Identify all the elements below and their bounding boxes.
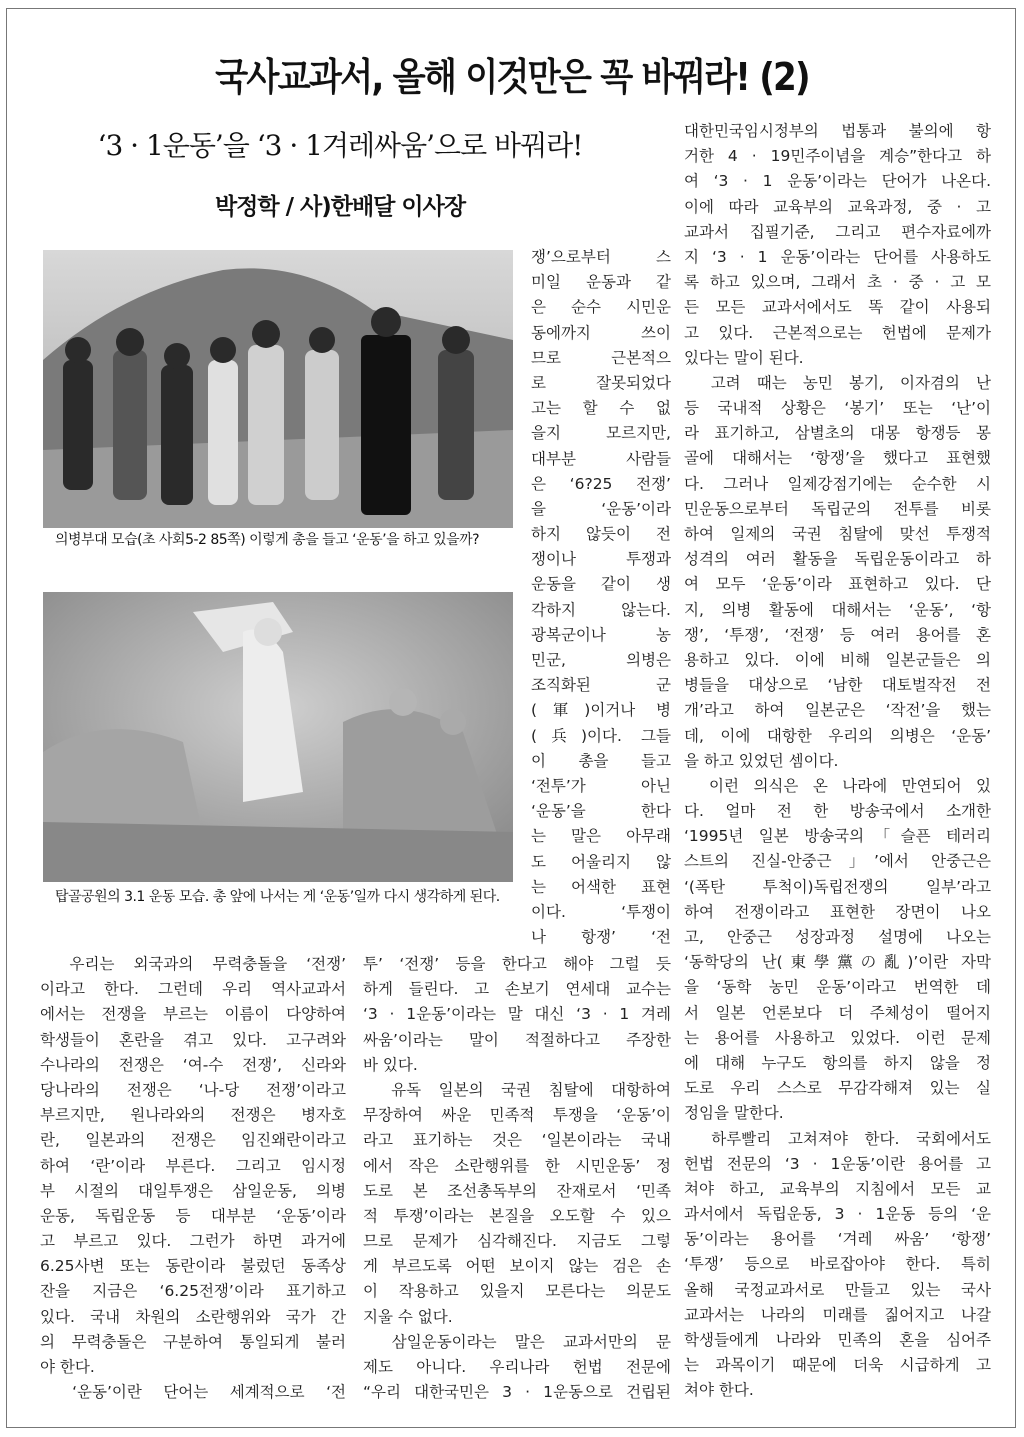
column-left bbox=[40, 952, 346, 1405]
text-line: 다. 그러나 일제강점기에는 순수한 시 bbox=[684, 474, 991, 493]
text-line: 부르지만, 원나라와의 전쟁은 병자호 bbox=[40, 1106, 346, 1125]
text-line: 을 ‘운동’이라 bbox=[531, 499, 671, 518]
text-line: 학생들에게 나라와 민족의 혼을 심어주 bbox=[684, 1331, 991, 1349]
text-line: 정임을 말한다. bbox=[684, 1104, 784, 1123]
text-line: 쳐야 하고, 교육부의 지침에서 모든 교 bbox=[684, 1179, 991, 1198]
text-line: 도로 본 조선총독부의 잔재로서 ‘민족 bbox=[363, 1181, 671, 1200]
text-line: 도 어울리지 않 bbox=[531, 852, 671, 871]
text-line: 에서 작은 소란행위를 한 시민운동’ 정 bbox=[363, 1156, 671, 1175]
text-line: 당나라의 전쟁은 ‘나-당 전쟁’이라고 bbox=[40, 1080, 346, 1099]
photo-tapgol-relief bbox=[43, 592, 513, 882]
text-line: 게 부르도록 어떤 보이지 않는 검은 손 bbox=[363, 1257, 671, 1276]
text-line: 조직화된 군 bbox=[531, 676, 671, 695]
text-line: 광복군이나 농 bbox=[531, 625, 671, 644]
text-line: 라 표기하고, 삼별초의 대몽 항쟁등 몽 bbox=[684, 424, 991, 443]
text-line: 쟁이나 투쟁과 bbox=[531, 550, 671, 569]
text-line: 골에 대해서는 ‘항쟁’을 했다고 표현했 bbox=[684, 449, 991, 468]
text-line: 하여 전쟁이라고 표현한 장면이 나오 bbox=[684, 902, 991, 921]
text-line: 교과서 집필기준, 그리고 편수자료에까 bbox=[684, 222, 991, 241]
text-line: 에 대해 누구도 항의를 하지 않을 정 bbox=[684, 1053, 991, 1072]
article-subtitle: ‘3 · 1운동’을 ‘3 · 1겨레싸움’으로 바꿔라! bbox=[97, 129, 583, 162]
text-line: 고 부르고 있다. 그런가 하면 과거에 bbox=[40, 1232, 346, 1251]
text-line: 고려 때는 농민 봉기, 이자겸의 난 bbox=[684, 373, 991, 392]
text-line: 적 투쟁’이라는 본질을 오도할 수 있으 bbox=[363, 1206, 671, 1225]
text-line: 하게 들린다. 고 손보기 연세대 교수는 bbox=[363, 980, 671, 999]
photo-caption-2: 탑골공원의 3.1 운동 모습. 총 앞에 나서는 게 ‘운동’일까 다시 생각하게 된다. bbox=[55, 889, 500, 905]
text-line: 과서에서 독립운동, 3 · 1운동 등의 ‘운 bbox=[684, 1205, 991, 1224]
text-line: 을 ‘동학 농민 운동’이라고 번역한 데 bbox=[684, 978, 991, 997]
text-line: 므로 문제가 심각해진다. 지금도 그렇 bbox=[363, 1232, 671, 1251]
text-line: ‘1995년 일본 방송국의「슬픈 테러리 bbox=[684, 827, 991, 846]
text-line: 6.25사변 또는 동란이라 불렀던 동족상 bbox=[40, 1257, 346, 1276]
text-line: 에서는 전쟁을 부르는 이름이 다양하여 bbox=[40, 1005, 346, 1024]
text-line: 있다는 말이 된다. bbox=[684, 348, 804, 367]
text-line: 싸움’이라는 말이 적절하다고 주장한 bbox=[363, 1030, 671, 1049]
text-line: 하여 일제의 국권 침탈에 맞선 투쟁적 bbox=[684, 525, 991, 543]
column-middle-wide bbox=[363, 952, 671, 1405]
text-line: 이 작용하고 있을지 모른다는 의문도 bbox=[363, 1282, 671, 1301]
text-line: 데, 이에 대항한 우리의 의병은 ‘운동’ bbox=[684, 726, 991, 745]
text-line: 하여 ‘란’이라 부른다. 그리고 임시정 bbox=[40, 1156, 346, 1175]
text-line: 는 말은 아무래 bbox=[531, 827, 671, 846]
article-title: 국사교과서, 올해 이것만은 꼭 바꿔라! (2) bbox=[215, 55, 809, 99]
text-line: 고, 안중근 성장과정 설명에 나오는 bbox=[684, 928, 991, 946]
text-line: 운동을 같이 생 bbox=[531, 575, 671, 594]
text-line: 수나라의 전쟁은 ‘여-수 전쟁’, 신라와 bbox=[40, 1055, 346, 1074]
text-line: 동’이라는 용어를 ‘겨레 싸움’ ‘항쟁’ bbox=[684, 1230, 991, 1249]
text-line: 란, 일본과의 전쟁은 임진왜란이라고 bbox=[40, 1131, 346, 1150]
text-line: 투’ ‘전쟁’ 등을 한다고 해야 그럴 듯 bbox=[363, 955, 671, 973]
text-line: 고 있다. 근본적으로는 헌법에 문제가 bbox=[684, 323, 991, 342]
text-line: 은 순수 시민운 bbox=[531, 298, 671, 317]
text-line: 바 있다. bbox=[363, 1055, 418, 1074]
text-line: 스트의 진실-안중근」’에서 안중근은 bbox=[684, 852, 991, 871]
text-line: 을지 모르지만, bbox=[531, 424, 671, 443]
text-line: 교과서는 나라의 미래를 짊어지고 나갈 bbox=[684, 1305, 991, 1324]
text-line: 유독 일본의 국권 침탈에 대항하여 bbox=[363, 1080, 671, 1099]
text-line: ‘운동’을 한다 bbox=[531, 802, 671, 821]
text-line: 는 과목이기 때문에 더욱 시급하게 고 bbox=[684, 1356, 991, 1375]
text-line: 병들을 대상으로 ‘남한 대토벌작전 전 bbox=[684, 676, 991, 695]
text-line: 쳐야 한다. bbox=[684, 1381, 754, 1400]
text-line: 헌법 전문의 ‘3 · 1운동’이란 용어를 고 bbox=[684, 1154, 991, 1173]
text-line: 을 하고 있었던 셈이다. bbox=[684, 751, 839, 770]
text-line: 쟁’으로부터 스 bbox=[531, 248, 671, 266]
text-line: 지 ‘3 · 1 운동’이라는 단어를 사용하도 bbox=[684, 247, 991, 266]
text-line: (兵)이다. 그들 bbox=[531, 726, 671, 745]
text-line: 대부분 사람들 bbox=[531, 449, 671, 468]
text-line: 올해 국정교과서로 만들고 있는 국사 bbox=[684, 1280, 991, 1299]
text-line: 는 용어를 사용하고 있었다. 이런 문제 bbox=[684, 1028, 991, 1047]
text-line: ‘(폭탄 투척이)독립전쟁의 일부’라고 bbox=[684, 877, 991, 896]
text-line: 개’라고 하여 일본군은 ‘작전’을 했는 bbox=[684, 701, 991, 720]
text-line: 우리는 외국과의 무력충돌을 ‘전쟁’ bbox=[40, 955, 346, 973]
text-line: 의 무력충돌은 구분하여 통일되게 불러 bbox=[40, 1332, 346, 1351]
text-line: ‘3 · 1운동’이라는 말 대신 ‘3 · 1 겨레 bbox=[363, 1005, 671, 1024]
text-line: 등 국내적 상황은 ‘봉기’ 또는 ‘난’이 bbox=[684, 399, 991, 418]
text-line: 민군, 의병은 bbox=[531, 651, 671, 669]
text-line: ‘전투’가 아닌 bbox=[531, 776, 671, 795]
text-line: 거한 4 · 19민주이념을 계승”한다고 하 bbox=[684, 147, 991, 166]
text-line: 는 어색한 표현 bbox=[531, 877, 671, 896]
column-right bbox=[684, 119, 991, 1404]
text-line: 라고 표기하는 것은 ‘일본이라는 국내 bbox=[363, 1131, 671, 1150]
text-line: (軍)이거나 병 bbox=[531, 701, 671, 720]
text-line: 각하지 않는다. bbox=[531, 600, 671, 619]
text-line: 므로 근본적으 bbox=[531, 348, 671, 367]
text-line: 이런 의식은 온 나라에 만연되어 있 bbox=[684, 776, 991, 795]
text-line: 고는 할 수 없 bbox=[531, 399, 671, 418]
text-line: 대한민국임시정부의 법통과 불의에 항 bbox=[684, 122, 991, 140]
text-line: 지울 수 없다. bbox=[363, 1307, 453, 1326]
text-line: 있다. 국내 차원의 소란행위와 국가 간 bbox=[40, 1307, 346, 1326]
text-line: 잔을 지금은 ‘6.25전쟁’이라 표기하고 bbox=[40, 1282, 346, 1301]
text-line: 든 모든 교과서에서도 똑 같이 사용되 bbox=[684, 298, 991, 317]
text-line: 용하고 있다. 이에 비해 일본군들은 의 bbox=[684, 650, 991, 669]
text-line: 도로 우리 스스로 무감각해져 있는 실 bbox=[684, 1079, 991, 1098]
text-line: 로 잘못되었다 bbox=[531, 373, 671, 392]
text-line: ‘투쟁’ 등으로 바로잡아야 한다. 특히 bbox=[684, 1255, 991, 1274]
text-line: 이 총을 들고 bbox=[531, 751, 671, 770]
text-line: 부 시절의 대일투쟁은 삼일운동, 의병 bbox=[40, 1181, 346, 1200]
text-line: 야 한다. bbox=[40, 1358, 95, 1376]
text-line: 여 ‘3 · 1 운동’이라는 단어가 나온다. bbox=[684, 172, 991, 191]
text-line: 학생들이 혼란을 겪고 있다. 고구려와 bbox=[40, 1030, 346, 1049]
text-line: 운동, 독립운동 등 대부분 ‘운동’이라 bbox=[40, 1206, 346, 1225]
text-line: 제도 아니다. 우리나라 헌법 전문에 bbox=[363, 1358, 671, 1376]
article-author: 박정학 / 사)한배달 이사장 bbox=[214, 194, 466, 220]
photo-caption-1: 의병부대 모습(초 사회5-2 85쪽) 이렇게 총을 들고 ‘운동’을 하고 있을까? bbox=[55, 532, 480, 548]
text-line: 서 일본 언론보다 더 주체성이 떨어지 bbox=[684, 1003, 991, 1022]
text-line: 쟁’, ‘투쟁’, ‘전쟁’ 등 여러 용어를 혼 bbox=[684, 625, 991, 644]
text-line: 이에 따라 교육부의 교육과정, 중 · 고 bbox=[684, 197, 991, 216]
text-line: 여 모두 ‘운동’이라 표현하고 있다. 단 bbox=[684, 575, 991, 594]
text-line: 민운동으로부터 독립군의 전투를 비롯 bbox=[684, 499, 991, 518]
column-middle-narrow bbox=[531, 245, 671, 950]
text-line: 지, 의병 활동에 대해서는 ‘운동’, ‘항 bbox=[684, 600, 991, 619]
text-line: ‘동학당의 난(東學黨の亂)’이란 자막 bbox=[684, 953, 991, 972]
text-line: 이라고 한다. 그런데 우리 역사교과서 bbox=[40, 980, 346, 999]
text-line: 하루빨리 고쳐져야 한다. 국회에서도 bbox=[684, 1129, 991, 1148]
text-line: 삼일운동이라는 말은 교과서만의 문 bbox=[363, 1332, 671, 1351]
text-line: 록 하고 있으며, 그래서 초 · 중 · 고 모 bbox=[684, 273, 991, 292]
text-line: 동에까지 쓰이 bbox=[531, 323, 671, 342]
text-line: 성격의 여러 활동을 독립운동이라고 하 bbox=[684, 550, 991, 569]
text-line: 다. 얼마 전 한 방송국에서 소개한 bbox=[684, 802, 991, 821]
text-line: 이다. ‘투쟁이 bbox=[531, 902, 671, 921]
text-line: “우리 대한국민은 3 · 1운동으로 건립된 bbox=[363, 1383, 671, 1402]
text-line: 무장하여 싸운 민족적 투쟁을 ‘운동’이 bbox=[363, 1106, 671, 1125]
text-line: 은 ‘6?25 전쟁’ bbox=[531, 474, 671, 493]
text-line: 하지 않듯이 전 bbox=[531, 525, 671, 544]
text-line: 미일 운동과 같 bbox=[531, 273, 671, 292]
text-line: 나 항쟁’ ‘전 bbox=[531, 928, 671, 947]
photo-righteous-army bbox=[43, 250, 513, 528]
text-line: ‘운동’이란 단어는 세계적으로 ‘전 bbox=[40, 1383, 346, 1402]
